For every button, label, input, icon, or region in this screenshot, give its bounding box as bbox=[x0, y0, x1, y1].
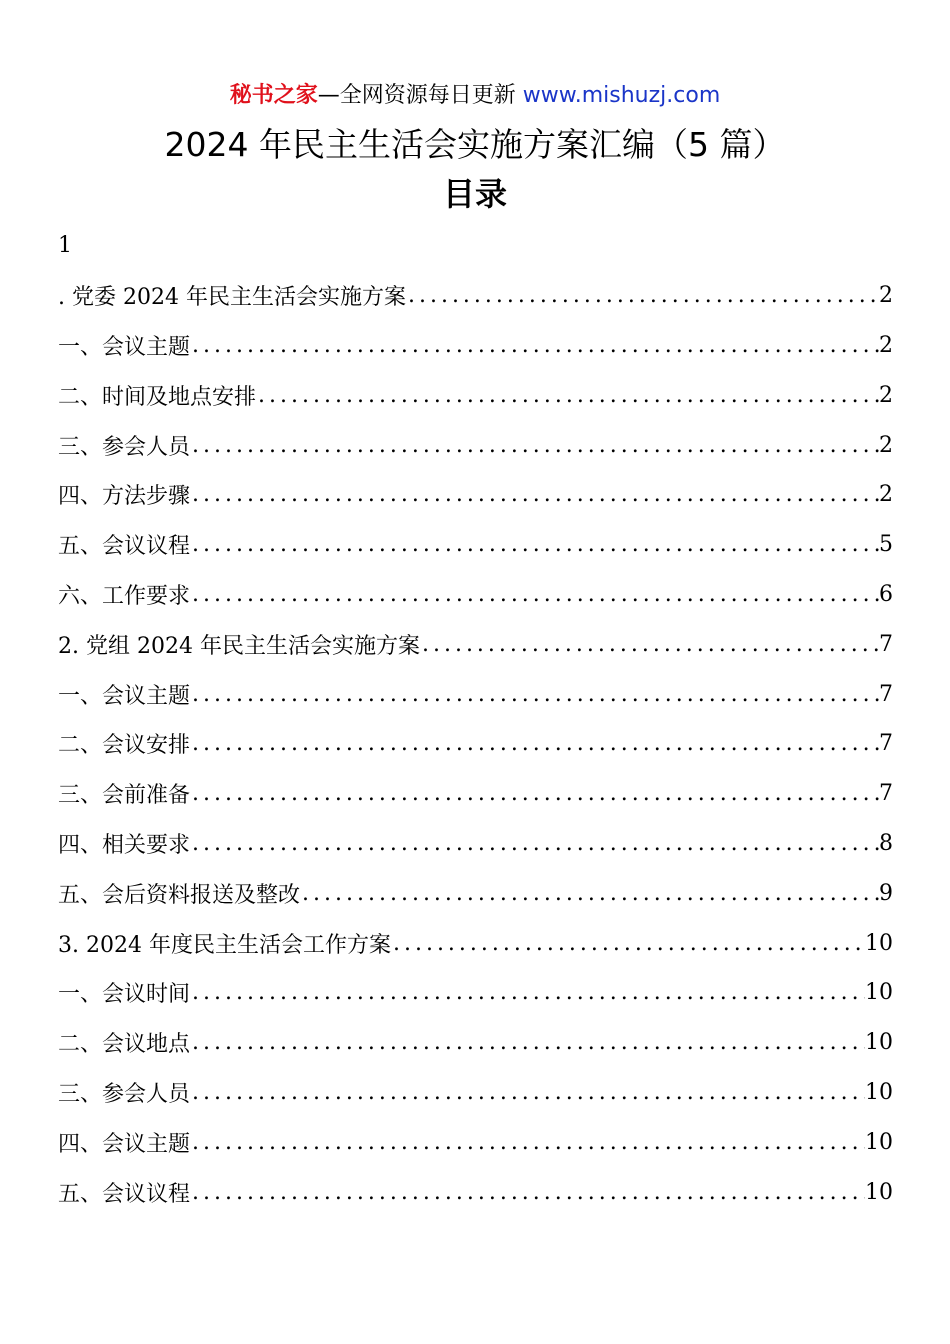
toc-entry-label: . 党委 2024 年民主生活会实施方案 bbox=[58, 285, 406, 311]
toc-entry-page-number: 8 bbox=[879, 830, 893, 856]
toc-entry-label: 一、会议主题 bbox=[58, 334, 191, 360]
toc-entry-page-number: 7 bbox=[879, 731, 893, 757]
toc-entry-label: 五、会议议程 bbox=[58, 1181, 191, 1207]
toc-entry[interactable] bbox=[58, 470, 893, 520]
toc-entry-label: 二、会议地点 bbox=[58, 1032, 191, 1058]
toc-entry-page-number: 2 bbox=[879, 482, 893, 508]
toc-entry[interactable] bbox=[58, 1068, 893, 1118]
toc-entry-label: 2. 党组 2024 年民主生活会实施方案 bbox=[58, 633, 420, 659]
toc-dot-leader bbox=[190, 532, 879, 557]
toc-dot-leader bbox=[190, 1030, 865, 1055]
toc-first-line-text: 1 bbox=[58, 233, 72, 259]
toc-entry[interactable] bbox=[58, 719, 893, 769]
toc-entry-page-number: 6 bbox=[879, 581, 893, 607]
toc-entry-label: 四、相关要求 bbox=[58, 832, 191, 858]
toc-entry-label: 五、会议议程 bbox=[58, 534, 191, 560]
toc-dot-leader bbox=[190, 682, 879, 707]
brand-name: 秘书之家 bbox=[229, 83, 318, 108]
toc-dot-leader bbox=[190, 781, 879, 806]
toc-dot-leader bbox=[190, 1080, 865, 1105]
toc-entry-label: 一、会议时间 bbox=[58, 982, 191, 1008]
toc-entry[interactable] bbox=[58, 918, 893, 968]
toc-entry-page-number: 2 bbox=[879, 283, 893, 309]
toc-entry[interactable] bbox=[58, 570, 893, 620]
site-url-link[interactable]: www.mishuzj.com bbox=[522, 83, 721, 108]
toc-entry[interactable] bbox=[58, 370, 893, 420]
toc-dot-leader bbox=[391, 931, 865, 956]
toc-dot-leader bbox=[190, 433, 879, 458]
toc-entry-page-number: 9 bbox=[879, 880, 893, 906]
toc-entry-page-number: 2 bbox=[879, 382, 893, 408]
toc-entry-label: 3. 2024 年度民主生活会工作方案 bbox=[58, 932, 391, 958]
toc-entry[interactable] bbox=[58, 271, 893, 321]
toc-entry-page-number: 10 bbox=[865, 930, 893, 956]
toc-dot-leader bbox=[190, 980, 865, 1005]
document-title: 2024 年民主生活会实施方案汇编（5 篇） bbox=[164, 125, 786, 164]
toc-entry[interactable] bbox=[58, 1117, 893, 1167]
toc-entry-page-number: 10 bbox=[865, 1129, 893, 1155]
toc-entry[interactable] bbox=[58, 619, 893, 669]
table-of-contents bbox=[58, 221, 893, 1217]
toc-entry[interactable] bbox=[58, 669, 893, 719]
toc-entry[interactable] bbox=[58, 321, 893, 371]
toc-entry[interactable] bbox=[58, 968, 893, 1018]
toc-entry-page-number: 2 bbox=[879, 432, 893, 458]
toc-entry[interactable] bbox=[58, 769, 893, 819]
toc-dot-leader bbox=[190, 582, 879, 607]
header-tagline: —全网资源每日更新 bbox=[317, 83, 523, 108]
toc-entry-page-number: 7 bbox=[879, 781, 893, 807]
toc-entry-label: 五、会后资料报送及整改 bbox=[58, 882, 301, 908]
toc-entry-page-number: 7 bbox=[879, 631, 893, 657]
toc-entry-label: 三、参会人员 bbox=[58, 1081, 191, 1107]
toc-entry-label: 四、会议主题 bbox=[58, 1131, 191, 1157]
toc-entry-page-number: 2 bbox=[879, 332, 893, 358]
toc-entry-page-number: 7 bbox=[879, 681, 893, 707]
toc-entry-label: 一、会议主题 bbox=[58, 683, 191, 709]
toc-entry[interactable] bbox=[58, 819, 893, 869]
toc-dot-leader bbox=[256, 383, 879, 408]
toc-entry-label: 四、方法步骤 bbox=[58, 484, 191, 510]
toc-entry-page-number: 10 bbox=[865, 1030, 893, 1056]
toc-entry[interactable] bbox=[58, 1167, 893, 1217]
toc-entry-page-number: 10 bbox=[865, 1079, 893, 1105]
toc-dot-leader bbox=[190, 1130, 865, 1155]
toc-entry[interactable] bbox=[58, 868, 893, 918]
toc-entry-label: 二、会议安排 bbox=[58, 733, 191, 759]
toc-dot-leader bbox=[190, 1180, 865, 1205]
toc-dot-leader bbox=[190, 731, 879, 756]
toc-entry-label: 三、参会人员 bbox=[58, 434, 191, 460]
toc-first-line bbox=[58, 221, 893, 271]
toc-entry-label: 二、时间及地点安排 bbox=[58, 384, 257, 410]
toc-dot-leader bbox=[406, 283, 879, 308]
toc-dot-leader bbox=[190, 831, 879, 856]
site-header bbox=[0, 80, 950, 112]
toc-entry[interactable] bbox=[58, 1018, 893, 1068]
toc-entry[interactable] bbox=[58, 520, 893, 570]
toc-entry[interactable] bbox=[58, 420, 893, 470]
toc-dot-leader bbox=[190, 333, 879, 358]
toc-dot-leader bbox=[300, 881, 879, 906]
toc-dot-leader bbox=[190, 482, 879, 507]
toc-entry-page-number: 5 bbox=[879, 532, 893, 558]
toc-dot-leader bbox=[420, 632, 879, 657]
toc-entry-label: 三、会前准备 bbox=[58, 783, 191, 809]
toc-entry-page-number: 10 bbox=[865, 1179, 893, 1205]
toc-entry-label: 六、工作要求 bbox=[58, 583, 191, 609]
toc-entry-page-number: 10 bbox=[865, 980, 893, 1006]
toc-heading: 目录 bbox=[442, 175, 507, 213]
